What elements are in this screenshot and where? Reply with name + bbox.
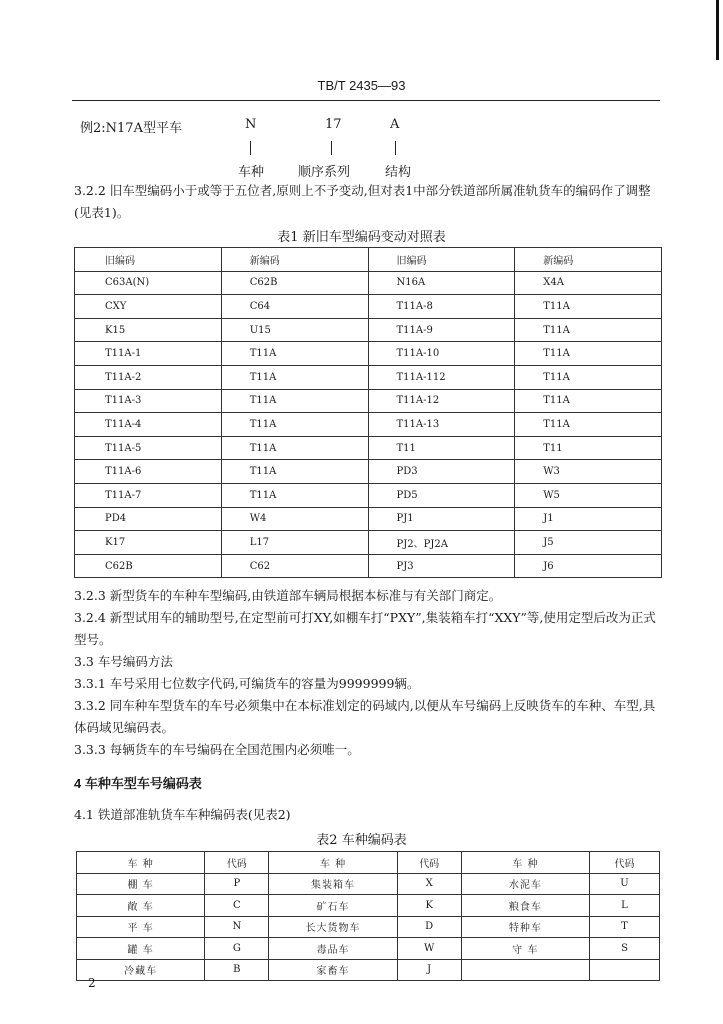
paragraph-3-3-1: 3.3.1 车号采用七位数字代码,可编货车的容量为9999999辆。 <box>74 676 420 691</box>
table2-cell: 敞 车 <box>77 895 205 917</box>
table1-cell: T11A-8 <box>368 295 515 319</box>
table1-row <box>75 436 662 460</box>
table1-header-cell: 新编码 <box>221 248 368 272</box>
paragraph-3-2-4: 3.2.4 新型试用车的辅助型号,在定型前可打XY,如棚车打“PXY”,集装箱车打“XXY”等,使用定型后改为正式型号。 <box>74 610 656 647</box>
table2-cell: 粮食车 <box>461 895 589 917</box>
table1-cell: W3 <box>515 460 662 484</box>
table1-header-row <box>75 248 662 272</box>
table2-row <box>77 959 660 981</box>
example-label: 例2:N17A型平车 <box>80 121 182 136</box>
table2-cell: 守 车 <box>461 938 589 960</box>
table1-cell: PD3 <box>368 460 515 484</box>
table1-cell: T11A <box>515 342 662 366</box>
table1-header-cell: 旧编码 <box>75 248 222 272</box>
table1-cell: T11A <box>515 318 662 342</box>
table1-cell: U15 <box>221 318 368 342</box>
table1-cell: T11A <box>221 413 368 437</box>
table2-row <box>77 873 660 895</box>
table2-cell: K <box>397 895 461 917</box>
table2-vehicle-type-codes <box>76 851 660 981</box>
table2-cell <box>461 959 589 981</box>
table2-cell: P <box>205 873 269 895</box>
table1-cell: PJ3 <box>368 554 515 578</box>
table1-cell: T11A-2 <box>75 365 222 389</box>
table1-cell: T11A <box>515 295 662 319</box>
table1-cell: J1 <box>515 507 662 531</box>
table2-cell: B <box>205 959 269 981</box>
table1-cell: T11A-4 <box>75 413 222 437</box>
table2-caption: 表2 车种编码表 <box>316 833 407 848</box>
example-tick <box>250 141 251 155</box>
table1-cell: T11A-7 <box>75 483 222 507</box>
table2-cell: L <box>590 895 660 917</box>
standard-number-header: TB/T 2435—93 <box>317 78 406 93</box>
example-part-sequence: 17 <box>325 117 342 132</box>
table1-caption: 表1 新旧车型编码变动对照表 <box>277 230 446 245</box>
table2-cell: G <box>205 938 269 960</box>
table1-cell: T11A <box>221 436 368 460</box>
table1-cell: T11A-5 <box>75 436 222 460</box>
table2-cell: C <box>205 895 269 917</box>
table1-cell: T11A <box>221 460 368 484</box>
table2-header-cell: 代码 <box>205 852 269 874</box>
table1-cell: N16A <box>368 271 515 295</box>
table1-row <box>75 460 662 484</box>
table2-cell: N <box>205 916 269 938</box>
table1-cell: T11A <box>515 365 662 389</box>
example-part-structure: A <box>390 117 400 132</box>
paragraph-3-3-3: 3.3.3 每辆货车的车号编码在全国范围内必须唯一。 <box>74 742 360 757</box>
table2-cell: 矿石车 <box>269 895 397 917</box>
table1-cell: C62B <box>221 271 368 295</box>
table2-cell: 集装箱车 <box>269 873 397 895</box>
table1-cell: T11A-9 <box>368 318 515 342</box>
table2-cell: 长大货物车 <box>269 916 397 938</box>
table1-cell: K17 <box>75 531 222 555</box>
table1-cell: C62 <box>221 554 368 578</box>
table2-cell: 家畜车 <box>269 959 397 981</box>
table2-header-cell: 车 种 <box>77 852 205 874</box>
table1-header-cell: 新编码 <box>515 248 662 272</box>
table1-row <box>75 413 662 437</box>
section-4-heading: 4 车种车型车号编码表 <box>74 776 202 791</box>
table1-cell: T11A <box>221 483 368 507</box>
table2-row <box>77 938 660 960</box>
table1-cell: T11A-6 <box>75 460 222 484</box>
table1-cell: W5 <box>515 483 662 507</box>
table2-cell: U <box>590 873 660 895</box>
table2-cell: 罐 车 <box>77 938 205 960</box>
heading-3-3: 3.3 车号编码方法 <box>74 654 173 669</box>
table2-header-cell: 代码 <box>397 852 461 874</box>
table1-cell: C62B <box>75 554 222 578</box>
table1-cell: T11A-1 <box>75 342 222 366</box>
table1-row <box>75 271 662 295</box>
table2-row <box>77 916 660 938</box>
table1-cell: T11A-13 <box>368 413 515 437</box>
example-tick <box>331 141 332 155</box>
paragraph-4-1: 4.1 铁道部准轨货车车种编码表(见表2) <box>74 807 291 822</box>
table1-cell: PJ1 <box>368 507 515 531</box>
table1-row <box>75 389 662 413</box>
table1-row <box>75 554 662 578</box>
table1-cell: C64 <box>221 295 368 319</box>
table1-cell: T11A <box>515 413 662 437</box>
example-caption-vehicle-type: 车种 <box>238 165 265 180</box>
table2-cell: 毒品车 <box>269 938 397 960</box>
example-tick <box>395 141 396 155</box>
example-part-vehicle-type: N <box>245 117 257 132</box>
scan-edge-mark <box>716 0 719 60</box>
table2-cell: 棚 车 <box>77 873 205 895</box>
table1-row <box>75 342 662 366</box>
paragraph-3-2-2: 3.2.2 旧车型编码小于或等于五位者,原则上不予变动,但对表1中部分铁道部所属准轨货车的编码作了调整(见表1)。 <box>74 183 651 220</box>
example-caption-sequence: 顺序系列 <box>298 165 351 180</box>
table1-cell: T11A <box>221 365 368 389</box>
table1-cell: L17 <box>221 531 368 555</box>
table1-cell: X4A <box>515 271 662 295</box>
table2-header-cell: 车 种 <box>461 852 589 874</box>
table1-cell: PD4 <box>75 507 222 531</box>
table2-cell: 特种车 <box>461 916 589 938</box>
table1-cell: CXY <box>75 295 222 319</box>
table2-cell: 冷藏车 <box>77 959 205 981</box>
table2-cell: J <box>397 959 461 981</box>
table1-cell: PJ2、PJ2A <box>368 531 515 555</box>
table1-cell: T11A-112 <box>368 365 515 389</box>
table1-row <box>75 507 662 531</box>
table1-cell: T11 <box>515 436 662 460</box>
table2-header-cell: 代码 <box>590 852 660 874</box>
table1-cell: T11A-3 <box>75 389 222 413</box>
table1-cell: K15 <box>75 318 222 342</box>
table1-cell: T11A <box>221 389 368 413</box>
table1-row <box>75 295 662 319</box>
table1-row <box>75 365 662 389</box>
table1-cell: J6 <box>515 554 662 578</box>
table1-cell: W4 <box>221 507 368 531</box>
table1-cell: T11 <box>368 436 515 460</box>
page-number: 2 <box>88 976 96 990</box>
paragraph-3-3-2: 3.3.2 同车种车型货车的车号必须集中在本标准划定的码域内,以便从车号编码上反映货车的车种、车型,具体码域见编码表。 <box>74 698 656 735</box>
table2-header-cell: 车 种 <box>269 852 397 874</box>
table2-row <box>77 895 660 917</box>
table2-cell: T <box>590 916 660 938</box>
table2-cell <box>590 959 660 981</box>
table2-cell: 平 车 <box>77 916 205 938</box>
table1-row <box>75 483 662 507</box>
table1-cell: T11A-12 <box>368 389 515 413</box>
table1-cell: PD5 <box>368 483 515 507</box>
table1-row <box>75 531 662 555</box>
table1-row <box>75 318 662 342</box>
table1-cell: T11A <box>221 342 368 366</box>
table2-cell: X <box>397 873 461 895</box>
table1-header-cell: 旧编码 <box>368 248 515 272</box>
table2-cell: D <box>397 916 461 938</box>
table2-cell: 水泥车 <box>461 873 589 895</box>
table2-cell: W <box>397 938 461 960</box>
table1-cell: J5 <box>515 531 662 555</box>
paragraph-3-2-3: 3.2.3 新型货车的车种车型编码,由铁道部车辆局根据本标准与有关部门商定。 <box>74 588 502 603</box>
example-caption-structure: 结构 <box>385 165 412 180</box>
table2-header-row <box>77 852 660 874</box>
table2-cell: S <box>590 938 660 960</box>
table1-cell: C63A(N) <box>75 271 222 295</box>
header-rule <box>72 100 660 101</box>
table1-cell: T11A-10 <box>368 342 515 366</box>
table1-cell: T11A <box>515 389 662 413</box>
table1-code-mapping <box>74 247 662 578</box>
